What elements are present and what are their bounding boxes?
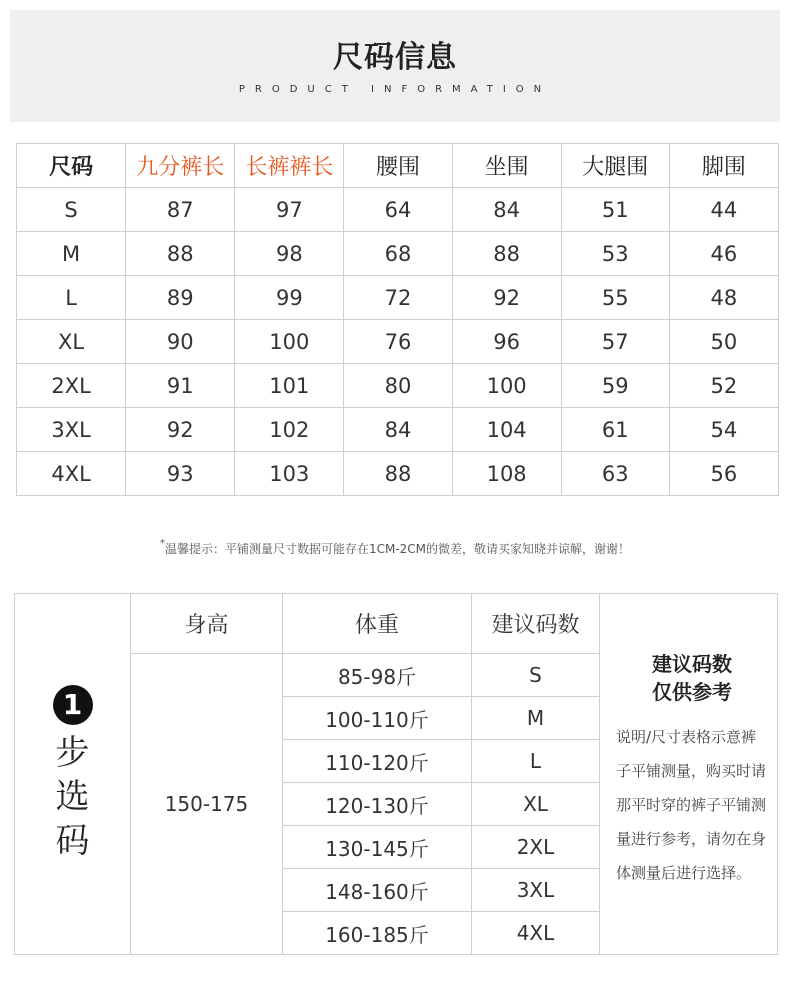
- step-char: 选: [55, 777, 90, 817]
- size-cell: M: [17, 232, 126, 276]
- recommended-size-cell: 2XL: [472, 826, 600, 869]
- page-title: 尺码信息: [333, 40, 457, 75]
- step-indicator: [15, 594, 131, 955]
- advice-panel: [600, 594, 778, 955]
- table-cell: 90: [126, 320, 235, 364]
- advice-title-line: 仅供参考: [652, 680, 732, 704]
- table-cell: 72: [344, 276, 452, 320]
- size-cell: 4XL: [17, 452, 126, 496]
- table-cell: 53: [561, 232, 669, 276]
- advice-text: 说明/尺寸表格示意裤子平铺测量，购买时请那平时穿的裤子平铺测量进行参考，请勿在身体测量后进行选择。: [616, 728, 767, 882]
- size-cell: XL: [17, 320, 126, 364]
- table-cell: 92: [452, 276, 561, 320]
- recommended-size-cell: 4XL: [472, 912, 600, 955]
- size-recommendation-table: [14, 593, 778, 955]
- header-banner: [10, 10, 780, 122]
- table-cell: 80: [344, 364, 452, 408]
- table-cell: 97: [235, 188, 344, 232]
- table-cell: 84: [452, 188, 561, 232]
- height-range-cell: 150-175: [131, 654, 283, 955]
- table-cell: 88: [126, 232, 235, 276]
- table-cell: 103: [235, 452, 344, 496]
- table-cell: 61: [561, 408, 669, 452]
- table-row: [17, 320, 779, 364]
- table-cell: 101: [235, 364, 344, 408]
- table-cell: 100: [235, 320, 344, 364]
- weight-cell: 100-110斤: [283, 697, 472, 740]
- weight-cell: 110-120斤: [283, 740, 472, 783]
- size-table-header-row: [17, 144, 779, 188]
- rec-header-row: [15, 594, 778, 654]
- recommended-size-cell: 3XL: [472, 869, 600, 912]
- table-cell: 50: [669, 320, 778, 364]
- table-row: [17, 364, 779, 408]
- col-header-height: 身高: [131, 594, 283, 654]
- recommended-size-cell: M: [472, 697, 600, 740]
- weight-cell: 130-145斤: [283, 826, 472, 869]
- step-char: 步: [55, 733, 90, 773]
- col-header-leg-opening: 脚围: [669, 144, 778, 188]
- table-cell: 56: [669, 452, 778, 496]
- table-cell: 93: [126, 452, 235, 496]
- col-header-thigh: 大腿围: [561, 144, 669, 188]
- table-row: [17, 232, 779, 276]
- page-subtitle: PRODUCT INFORMATION: [238, 84, 552, 95]
- table-cell: 100: [452, 364, 561, 408]
- note-star: *: [159, 538, 165, 549]
- step-char: 码: [55, 821, 90, 861]
- step-number-badge: 1: [53, 685, 93, 725]
- table-cell: 91: [126, 364, 235, 408]
- table-cell: 98: [235, 232, 344, 276]
- table-cell: 64: [344, 188, 452, 232]
- table-cell: 87: [126, 188, 235, 232]
- table-cell: 102: [235, 408, 344, 452]
- table-cell: 68: [344, 232, 452, 276]
- size-cell: 2XL: [17, 364, 126, 408]
- table-cell: 51: [561, 188, 669, 232]
- table-cell: 52: [669, 364, 778, 408]
- table-cell: 108: [452, 452, 561, 496]
- table-cell: 84: [344, 408, 452, 452]
- table-cell: 88: [344, 452, 452, 496]
- recommended-size-cell: L: [472, 740, 600, 783]
- table-cell: 44: [669, 188, 778, 232]
- table-cell: 104: [452, 408, 561, 452]
- table-cell: 59: [561, 364, 669, 408]
- recommended-size-cell: XL: [472, 783, 600, 826]
- measurement-note: [0, 540, 790, 557]
- note-text: 温馨提示：平铺测量尺寸数据可能存在1CM-2CM的微差，敬请买家知晓并谅解，谢谢！: [164, 542, 631, 556]
- advice-title-line: 建议码数: [652, 652, 732, 676]
- size-cell: L: [17, 276, 126, 320]
- weight-cell: 160-185斤: [283, 912, 472, 955]
- col-header-size: 尺码: [17, 144, 126, 188]
- recommended-size-cell: S: [472, 654, 600, 697]
- table-cell: 92: [126, 408, 235, 452]
- weight-cell: 120-130斤: [283, 783, 472, 826]
- table-cell: 88: [452, 232, 561, 276]
- size-table: [16, 143, 779, 496]
- table-cell: 46: [669, 232, 778, 276]
- col-header-ninth-length: 九分裤长: [126, 144, 235, 188]
- col-header-full-length: 长裤裤长: [235, 144, 344, 188]
- table-cell: 96: [452, 320, 561, 364]
- table-cell: 57: [561, 320, 669, 364]
- table-cell: 76: [344, 320, 452, 364]
- weight-cell: 85-98斤: [283, 654, 472, 697]
- table-cell: 48: [669, 276, 778, 320]
- table-cell: 63: [561, 452, 669, 496]
- table-cell: 54: [669, 408, 778, 452]
- col-header-hip: 坐围: [452, 144, 561, 188]
- size-cell: S: [17, 188, 126, 232]
- table-row: [17, 408, 779, 452]
- col-header-recommended-size: 建议码数: [472, 594, 600, 654]
- weight-cell: 148-160斤: [283, 869, 472, 912]
- advice-title: [616, 650, 768, 706]
- table-row: [17, 276, 779, 320]
- table-row: [17, 188, 779, 232]
- table-cell: 99: [235, 276, 344, 320]
- col-header-weight: 体重: [283, 594, 472, 654]
- col-header-waist: 腰围: [344, 144, 452, 188]
- table-row: [17, 452, 779, 496]
- size-cell: 3XL: [17, 408, 126, 452]
- table-cell: 89: [126, 276, 235, 320]
- table-cell: 55: [561, 276, 669, 320]
